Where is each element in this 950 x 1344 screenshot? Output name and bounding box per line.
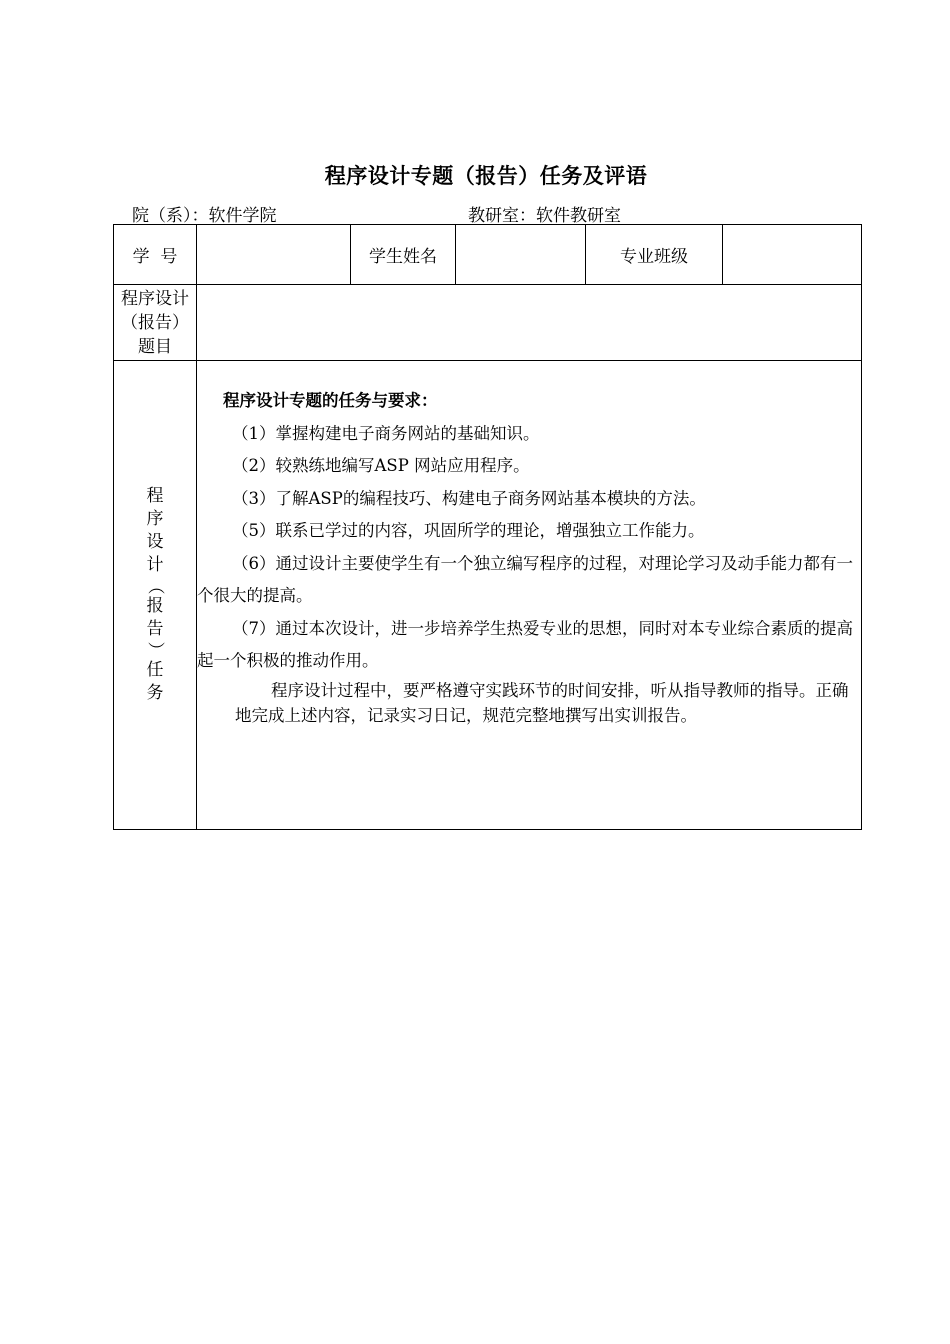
task-label-close-paren: ）: [145, 641, 165, 659]
student-id-label-text: 学 号: [132, 247, 178, 267]
task-item-1: （1）掌握构建电子商务网站的基础知识。: [232, 423, 540, 443]
task-form-table: [113, 224, 862, 830]
student-id-field[interactable]: [197, 225, 351, 285]
topic-row: [114, 285, 862, 361]
task-label-part3: 任务: [146, 660, 164, 703]
document-title: 程序设计专题（报告）任务及评语: [324, 163, 648, 188]
topic-field[interactable]: [197, 285, 862, 361]
task-label-open-paren: （: [145, 577, 165, 595]
task-row: [114, 361, 862, 830]
task-label-part2: 报告: [146, 596, 164, 639]
topic-label: [114, 285, 197, 361]
task-content: [197, 385, 859, 728]
department-label: 院（系）：软件学院: [132, 206, 277, 226]
task-item-3: （3）了解ASP的编程技巧、构建电子商务网站基本模块的方法。: [232, 488, 706, 508]
task-label: [114, 361, 197, 830]
student-name-label: 学生姓名: [351, 225, 456, 285]
task-item-5: （5）联系已学过的内容，巩固所学的理论，增强独立工作能力。: [232, 521, 705, 540]
teaching-office-label: 教研室：软件教研室: [468, 206, 621, 226]
task-heading: 程序设计专题的任务与要求：: [223, 391, 438, 410]
student-info-row: [114, 225, 862, 285]
task-item-6: （6）通过设计主要使学生有一个独立编写程序的过程，对理论学习及动手能力都有一个很大的提高。: [197, 553, 853, 605]
task-content-cell: [197, 361, 862, 830]
topic-label-line3: 题目: [138, 336, 172, 357]
class-label: 专业班级: [586, 225, 723, 285]
task-item-2: （2）较熟练地编写ASP 网站应用程序。: [232, 456, 530, 475]
topic-label-line2: （报告）: [121, 312, 189, 333]
task-closing-paragraph: 程序设计过程中，要严格遵守实践环节的时间安排，听从指导教师的指导。正确地完成上述内容，记录实习日记，规范完整地撰写出实训报告。: [235, 680, 849, 725]
topic-label-line1: 程序设计: [121, 288, 189, 309]
class-field[interactable]: [723, 225, 862, 285]
student-id-label: [114, 225, 197, 285]
student-name-field[interactable]: [456, 225, 586, 285]
task-item-7: （7）通过本次设计，进一步培养学生热爱专业的思想，同时对本专业综合素质的提高起一个积极的推动作用。: [197, 618, 853, 670]
task-label-part1: 程序设计: [146, 486, 164, 575]
